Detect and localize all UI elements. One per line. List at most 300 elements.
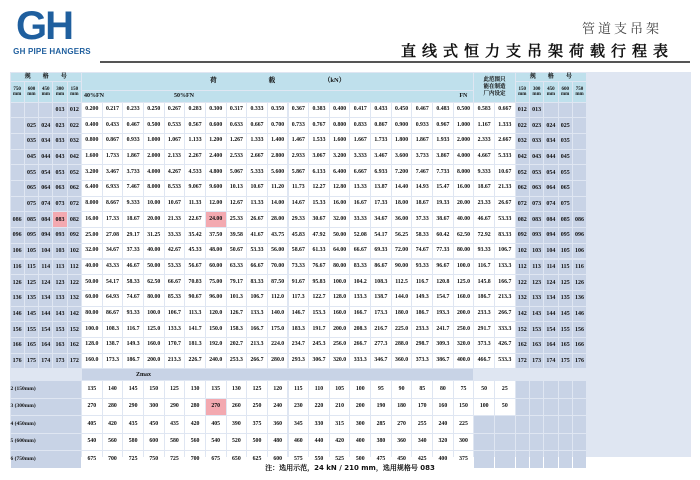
spec-code-left: 134	[39, 291, 52, 306]
load-cell: 1.667	[350, 134, 370, 149]
load-cell: 29.33	[289, 212, 309, 227]
load-cell: 35.42	[185, 228, 205, 243]
load-cell: 1.600	[330, 134, 350, 149]
load-cell: 1.133	[185, 134, 205, 149]
load-cell: 101.3	[227, 291, 247, 306]
load-cell: 0.400	[330, 103, 350, 118]
travel-filler	[530, 434, 543, 451]
load-cell: 4.000	[144, 165, 164, 180]
spec-code-right: 125	[559, 275, 572, 290]
load-cell: 0.433	[103, 118, 123, 133]
category-title: 管道支吊架	[581, 22, 662, 37]
load-cell: 70.00	[268, 260, 288, 275]
travel-cell: 95	[371, 381, 391, 398]
load-cell: 10.67	[247, 181, 267, 196]
spec-code-right	[559, 103, 572, 118]
spec-code-left: 024	[39, 118, 52, 133]
spec-code-right: 175	[559, 354, 572, 369]
load-cell: 90.00	[392, 260, 412, 275]
spec-code-right: 083	[530, 212, 543, 227]
travel-cell: 135	[82, 381, 102, 398]
load-cell: 200.0	[144, 354, 164, 369]
spec-code-right	[573, 165, 586, 180]
load-cell: 213.3	[247, 338, 267, 353]
load-cell: 266.7	[350, 338, 370, 353]
travel-cell: 375	[454, 451, 474, 468]
travel-cell: 420	[185, 416, 205, 433]
travel-cell: 700	[185, 451, 205, 468]
load-cell: 0.417	[350, 103, 370, 118]
load-cell: 17.33	[371, 197, 391, 212]
travel-cell: 330	[309, 416, 329, 433]
load-cell: 11.33	[185, 197, 205, 212]
travel-cell: 50	[474, 381, 494, 398]
load-cell: 133.3	[165, 322, 185, 337]
load-cell: 1.267	[227, 134, 247, 149]
spec-code-left: 065	[25, 181, 38, 196]
load-cell: 2.000	[144, 150, 164, 165]
travel-cell: 300	[350, 416, 370, 433]
spec-code-right: 013	[530, 103, 543, 118]
spec-code-left: 092	[68, 228, 81, 243]
travel-cell: 240	[268, 399, 288, 416]
load-cell: 0.867	[103, 134, 123, 149]
spec-code-left: 096	[11, 228, 24, 243]
load-cell: 42.67	[165, 244, 185, 259]
travel-cell: 345	[289, 416, 309, 433]
spec-code-right: 132	[516, 291, 529, 306]
load-cell: 117.3	[289, 291, 309, 306]
load-cell: 3.600	[392, 150, 412, 165]
load-cell: 28.00	[268, 212, 288, 227]
travel-cell: 125	[165, 381, 185, 398]
travel-cell: 150	[454, 399, 474, 416]
load-cell: 1.733	[103, 150, 123, 165]
load-cell: 14.00	[268, 197, 288, 212]
load-cell: 83.33	[350, 260, 370, 275]
travel-cell: 105	[330, 381, 350, 398]
load-cell: 0.700	[268, 118, 288, 133]
load-cell: 360.0	[392, 354, 412, 369]
load-cell: 93.33	[474, 244, 494, 259]
load-cell: 186.7	[474, 291, 494, 306]
load-cell: 69.33	[371, 244, 391, 259]
load-cell: 2.400	[206, 150, 226, 165]
load-cell: 224.0	[268, 338, 288, 353]
load-cell: 113.3	[185, 307, 205, 322]
travel-row-label: 2 (150mm)	[11, 381, 82, 398]
load-cell: 14.40	[392, 181, 412, 196]
spec-code-right	[573, 150, 586, 165]
spec-code-right: 145	[559, 307, 572, 322]
load-cell: 27.08	[103, 228, 123, 243]
travel-cell: 90	[392, 381, 412, 398]
load-cell: 38.67	[433, 212, 453, 227]
travel-row-label: 5 (600mm)	[11, 434, 82, 451]
travel-cell: 160	[433, 399, 453, 416]
travel-cell: 750	[144, 451, 164, 468]
load-cell: 21.33	[165, 212, 185, 227]
spec-code-left: 173	[53, 354, 66, 369]
spec-code-left: 093	[53, 228, 66, 243]
load-cell: 53.33	[247, 244, 267, 259]
spec-code-left: 054	[39, 165, 52, 180]
load-cell: 3.733	[123, 165, 143, 180]
travel-cell	[474, 416, 494, 433]
load-cell: 6.667	[350, 165, 370, 180]
spec-code-left: 086	[11, 212, 24, 227]
footnote: 注：选用示范，24 kN / 210 mm，选用规格号 083	[265, 464, 435, 472]
load-cell: 76.67	[309, 260, 329, 275]
load-cell: 0.300	[206, 103, 226, 118]
travel-cell: 180	[392, 399, 412, 416]
load-cell: 213.3	[165, 354, 185, 369]
spec-code-left: 114	[39, 260, 52, 275]
load-cell: 100.0	[144, 307, 164, 322]
travel-cell: 460	[289, 434, 309, 451]
spec-code-left: 166	[11, 338, 24, 353]
load-cell: 56.25	[392, 228, 412, 243]
travel-filler	[573, 416, 586, 433]
spec-code-right: 174	[544, 354, 557, 369]
spec-code-right: 096	[573, 228, 586, 243]
spec-code-left	[11, 150, 24, 165]
travel-cell: 700	[103, 451, 123, 468]
load-cell: 3.467	[103, 165, 123, 180]
spec-code-left: 125	[25, 275, 38, 290]
load-cell: 41.67	[247, 228, 267, 243]
load-cell: 166.7	[495, 275, 515, 290]
load-cell: 34.67	[371, 212, 391, 227]
spec-code-left: 095	[25, 228, 38, 243]
load-cell: 3.200	[330, 150, 350, 165]
load-cell: 533.3	[495, 354, 515, 369]
load-cell: 0.350	[268, 103, 288, 118]
spec-code-right: 033	[530, 134, 543, 149]
load-cell: 0.833	[350, 118, 370, 133]
load-cell: 0.967	[433, 118, 453, 133]
logo-text: GH PIPE HANGERS	[13, 47, 91, 56]
load-cell: 45.33	[185, 244, 205, 259]
load-cell: 13.87	[371, 181, 391, 196]
spec-code-left: 023	[53, 118, 66, 133]
load-cell: 0.900	[392, 118, 412, 133]
travel-row-label: 6 (750mm)	[11, 451, 82, 468]
load-cell: 158.3	[227, 322, 247, 337]
load-cell: 180.0	[392, 307, 412, 322]
load-cell: 1.400	[268, 134, 288, 149]
percent-40: 40%FN	[84, 93, 104, 99]
load-cell: 10.67	[495, 165, 515, 180]
spec-code-right: 163	[530, 338, 543, 353]
travel-cell: 650	[227, 451, 247, 468]
travel-filler	[530, 381, 543, 398]
load-cell: 213.3	[495, 291, 515, 306]
spec-code-left: 053	[53, 165, 66, 180]
load-cell: 60.42	[433, 228, 453, 243]
load-cell: 6.400	[82, 181, 102, 196]
travel-cell: 250	[247, 399, 267, 416]
load-cell: 186.7	[412, 307, 432, 322]
load-cell: 3.200	[82, 165, 102, 180]
spec-code-right: 012	[516, 103, 529, 118]
spec-unit-right: 450 mm	[544, 82, 557, 102]
travel-cell: 420	[103, 416, 123, 433]
load-cell: 95.83	[309, 275, 329, 290]
travel-cell: 125	[247, 381, 267, 398]
load-cell: 240.0	[206, 354, 226, 369]
spec-code-left: 012	[68, 103, 81, 118]
load-cell: 74.67	[412, 244, 432, 259]
load-cell: 26.67	[247, 212, 267, 227]
travel-cell: 405	[82, 416, 102, 433]
load-cell: 7.467	[412, 165, 432, 180]
load-cell: 62.50	[454, 228, 474, 243]
spec-code-right: 164	[544, 338, 557, 353]
spec-code-left	[11, 181, 24, 196]
load-cell: 4.667	[474, 150, 494, 165]
travel-cell: 145	[123, 381, 143, 398]
load-cell: 293.3	[289, 354, 309, 369]
load-cell: 43.75	[268, 228, 288, 243]
load-cell: 181.3	[185, 338, 205, 353]
load-cell: 5.067	[227, 165, 247, 180]
travel-filler	[559, 381, 572, 398]
load-cell: 60.00	[82, 291, 102, 306]
spec-unit-right: 750 mm	[573, 82, 586, 102]
load-cell: 16.00	[454, 181, 474, 196]
spec-code-right: 172	[516, 354, 529, 369]
load-cell: 193.3	[433, 307, 453, 322]
factory-set-note-line: 厂内设定	[483, 90, 506, 97]
spec-code-left: 115	[25, 260, 38, 275]
travel-cell: 375	[247, 416, 267, 433]
load-cell: 80.00	[144, 291, 164, 306]
spec-code-right	[573, 134, 586, 149]
load-cell: 1.000	[454, 118, 474, 133]
spec-code-right: 176	[573, 354, 586, 369]
load-cell: 58.67	[289, 244, 309, 259]
load-cell: 1.933	[433, 134, 453, 149]
load-cell: 70.83	[185, 275, 205, 290]
load-cell: 0.467	[123, 118, 143, 133]
travel-cell: 725	[165, 451, 185, 468]
load-cell: 32.00	[82, 244, 102, 259]
load-cell: 18.67	[123, 212, 143, 227]
travel-filler	[530, 399, 543, 416]
travel-cell: 500	[247, 434, 267, 451]
travel-cell: 725	[123, 451, 143, 468]
load-cell: 6.400	[330, 165, 350, 180]
spec-code-right: 106	[573, 244, 586, 259]
load-cell: 0.733	[289, 118, 309, 133]
load-cell: 116.7	[412, 275, 432, 290]
load-cell: 106.7	[247, 291, 267, 306]
company-logo	[4, 4, 100, 60]
travel-cell: 130	[227, 381, 247, 398]
travel-cell: 675	[206, 451, 226, 468]
travel-cell: 675	[82, 451, 102, 468]
load-cell: 11.20	[268, 181, 288, 196]
spec-code-left: 106	[11, 244, 24, 259]
spec-code-right: 114	[544, 260, 557, 275]
travel-filler	[516, 399, 529, 416]
load-cell: 93.33	[123, 307, 143, 322]
load-cell: 160.0	[330, 307, 350, 322]
spec-code-right: 045	[559, 150, 572, 165]
travel-cell: 100	[474, 399, 494, 416]
spec-code-right: 116	[573, 260, 586, 275]
travel-filler	[559, 399, 572, 416]
travel-cell: 500	[350, 451, 370, 468]
load-cell: 9.067	[185, 181, 205, 196]
percent-50: 50%FN	[174, 93, 194, 99]
spec-code-right: 102	[516, 244, 529, 259]
load-cell: 75.00	[206, 275, 226, 290]
load-cell: 25.33	[227, 212, 247, 227]
load-cell: 1.067	[165, 134, 185, 149]
spec-code-left: 102	[68, 244, 81, 259]
load-cell: 54.17	[371, 228, 391, 243]
load-cell: 56.00	[268, 244, 288, 259]
load-cell: 18.67	[474, 181, 494, 196]
spec-code-left: 172	[68, 354, 81, 369]
load-cell: 5.867	[289, 165, 309, 180]
spec-code-right: 075	[559, 197, 572, 212]
spec-code-right: 042	[516, 150, 529, 165]
load-cell: 2.933	[289, 150, 309, 165]
load-cell: 146.7	[289, 307, 309, 322]
travel-cell: 390	[227, 416, 247, 433]
travel-cell: 270	[82, 399, 102, 416]
travel-cell: 360	[392, 434, 412, 451]
spec-code-left: 104	[39, 244, 52, 259]
load-cell: 10.00	[144, 197, 164, 212]
load-cell: 266.7	[247, 354, 267, 369]
load-cell: 2.333	[474, 134, 494, 149]
travel-filler	[544, 416, 557, 433]
load-cell: 0.533	[165, 118, 185, 133]
spec-code-left: 074	[39, 197, 52, 212]
spec-code-left: 075	[25, 197, 38, 212]
load-cell: 0.933	[123, 134, 143, 149]
rated-load-fn: FN	[459, 93, 468, 99]
travel-cell: 580	[165, 434, 185, 451]
spec-code-right: 086	[573, 212, 586, 227]
load-cell: 53.33	[495, 212, 515, 227]
load-cell: 13.33	[350, 181, 370, 196]
load-cell: 216.7	[371, 322, 391, 337]
load-cell: 6.133	[309, 165, 329, 180]
load-cell: 8.533	[165, 181, 185, 196]
spec-code-right: 093	[530, 228, 543, 243]
travel-cell: 520	[227, 434, 247, 451]
load-cell: 128.0	[330, 291, 350, 306]
travel-filler	[573, 381, 586, 398]
load-cell: 373.3	[412, 354, 432, 369]
travel-cell: 200	[350, 399, 370, 416]
travel-cell: 190	[371, 399, 391, 416]
travel-cell: 240	[433, 416, 453, 433]
load-cell: 8.667	[103, 197, 123, 212]
spec-code-left	[11, 118, 24, 133]
spec-code-left: 025	[25, 118, 38, 133]
spec-code-right: 134	[544, 291, 557, 306]
load-cell: 2.000	[454, 134, 474, 149]
load-cell: 106.7	[495, 244, 515, 259]
load-cell: 298.7	[412, 338, 432, 353]
travel-cell: 225	[454, 416, 474, 433]
logo-mark: GH	[16, 4, 72, 48]
spec-code-left: 176	[11, 354, 24, 369]
spec-code-left: 064	[39, 181, 52, 196]
load-cell: 160.0	[454, 291, 474, 306]
travel-cell: 270	[206, 399, 226, 416]
load-cell: 5.600	[268, 165, 288, 180]
spec-code-right: 162	[516, 338, 529, 353]
load-cell: 21.33	[495, 181, 515, 196]
spec-code-left: 145	[25, 307, 38, 322]
travel-cell	[495, 416, 515, 433]
load-cell: 26.67	[495, 197, 515, 212]
spec-code-left: 152	[68, 322, 81, 337]
spec-code-right: 085	[559, 212, 572, 227]
load-cell: 3.467	[371, 150, 391, 165]
load-cell: 140.0	[268, 307, 288, 322]
travel-cell: 85	[412, 381, 432, 398]
load-cell: 373.3	[474, 338, 494, 353]
load-cell: 226.7	[185, 354, 205, 369]
load-cell: 18.00	[392, 197, 412, 212]
load-cell: 256.0	[330, 338, 350, 353]
load-cell: 1.733	[371, 134, 391, 149]
spec-code-left: 165	[25, 338, 38, 353]
spec-code-right: 122	[516, 275, 529, 290]
spec-unit-left: 150 mm	[68, 82, 81, 102]
factory-set-note-line: 能在制造	[483, 83, 506, 90]
spec-code-right: 133	[530, 291, 543, 306]
load-cell: 122.7	[309, 291, 329, 306]
load-cell: 5.333	[495, 150, 515, 165]
load-cell: 1.867	[412, 134, 432, 149]
travel-cell: 400	[433, 451, 453, 468]
spec-unit-left: 600 mm	[25, 82, 38, 102]
spec-code-right: 065	[559, 181, 572, 196]
load-header: 荷 载 （kN）	[82, 73, 473, 90]
travel-cell: 435	[165, 416, 185, 433]
spec-code-left: 062	[68, 181, 81, 196]
travel-cell: 280	[103, 399, 123, 416]
load-cell: 37.33	[123, 244, 143, 259]
spec-code-right: 113	[530, 260, 543, 275]
travel-cell: 435	[123, 416, 143, 433]
spec-code-right: 034	[544, 134, 557, 149]
load-cell: 16.67	[350, 197, 370, 212]
spec-code-right: 166	[573, 338, 586, 353]
spec-header-right: 规 格 号	[516, 73, 587, 81]
load-cell: 2.267	[185, 150, 205, 165]
spec-code-right: 052	[516, 165, 529, 180]
load-cell: 233.3	[474, 307, 494, 322]
load-cell: 0.583	[474, 103, 494, 118]
travel-cell: 290	[165, 399, 185, 416]
load-cell: 0.600	[206, 118, 226, 133]
spec-code-left: 085	[25, 212, 38, 227]
load-cell: 73.33	[289, 260, 309, 275]
spec-code-right: 062	[516, 181, 529, 196]
load-cell: 186.7	[123, 354, 143, 369]
travel-cell: 120	[268, 381, 288, 398]
